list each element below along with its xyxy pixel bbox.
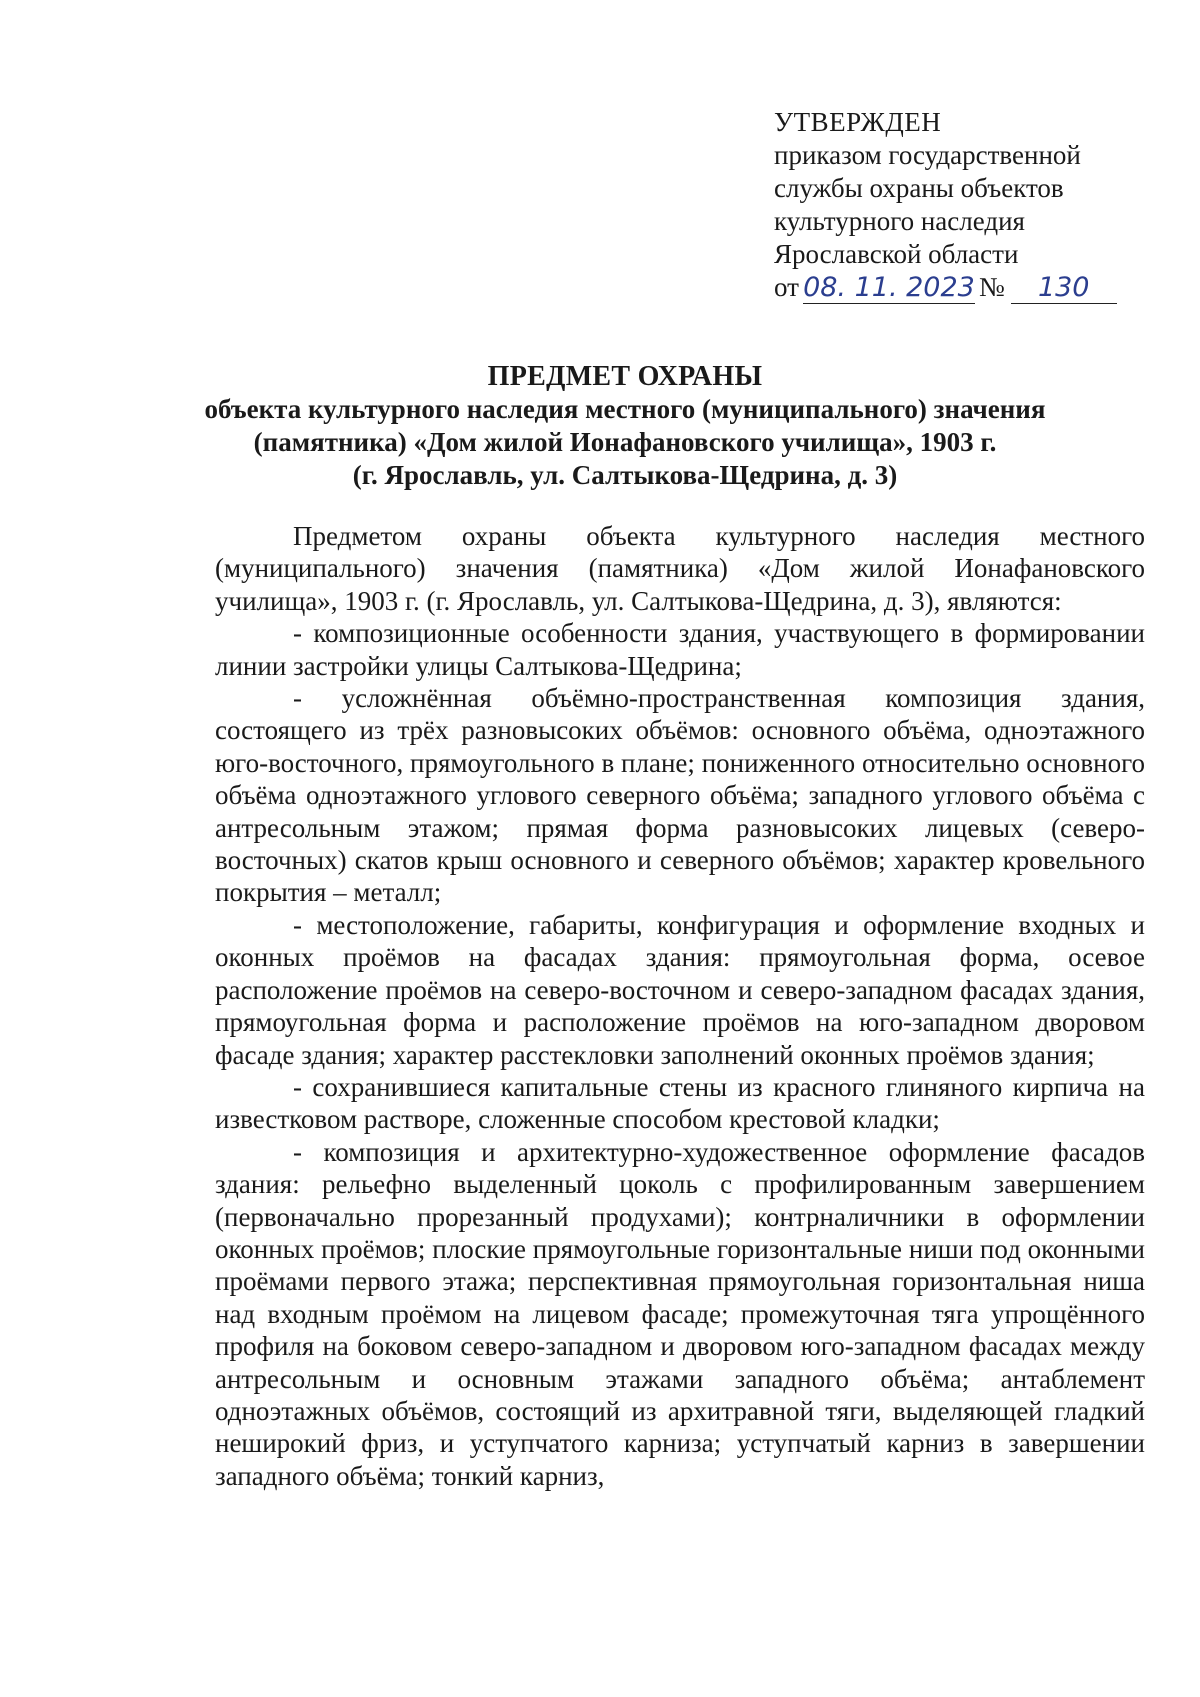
approval-line: службы охраны объектов <box>774 173 1064 203</box>
body-paragraph: - сохранившиеся капитальные стены из красного глиняного кирпича на известковом растворе, сложенные способом крестовой кладки; <box>215 1071 1145 1135</box>
approved-heading: УТВЕРЖДЕН <box>774 107 942 137</box>
body-paragraph: Предметом охраны объекта культурного наследия местного (муниципального) значения (памятника) «Дом жилой Ионафановского училища», 1903 г. (г. Ярославль, ул. Салтыкова-Щедрина, д. 3), являются: <box>215 521 1145 616</box>
approval-line: Ярославской области <box>774 239 1019 269</box>
document-title <box>160 360 1090 492</box>
order-number-handwritten: 130 <box>1037 272 1090 303</box>
order-number-field <box>1011 272 1117 304</box>
order-date-line <box>774 271 1154 304</box>
body-paragraph: - композиция и архитектурно-художественное оформление фасадов здания: рельефно выделенный цоколь с профилированным завершением (первоначально прорезанный продухами); контрналичники в оформлении оконных проёмов; плоские прямоугольные горизонтальные ниши под оконными проёмами первого этажа; перспективная прямоугольная горизонтальная ниша над входным проёмом на лицевом фасаде; промежуточная тяга упрощённого профиля на боковом северо-западном и дворовом юго-западном фасадах между антресольным и основным этажами западного объёма; антаблемент одноэтажных объёмов, состоящий из архитравной тяги, выделяющей гладкий неширокий фриз, и уступчатого карниза; уступчатый карниз в завершении западного объёма; тонкий карниз, <box>215 1136 1145 1491</box>
title-heading: ПРЕДМЕТ ОХРАНЫ <box>487 361 763 392</box>
order-date-field <box>803 272 975 304</box>
approval-line: культурного наследия <box>774 206 1025 236</box>
approval-line: приказом государственной <box>774 140 1081 170</box>
body-paragraph: - композиционные особенности здания, участвующего в формировании линии застройки улицы Салтыкова-Щедрина; <box>215 618 1145 681</box>
title-line: (памятника) «Дом жилой Ионафановского училища», 1903 г. <box>253 427 997 457</box>
document-body <box>215 520 1145 1492</box>
order-date-handwritten: 08. 11. 2023 <box>803 272 975 303</box>
body-paragraph: - местоположение, габариты, конфигурация и оформление входных и оконных проёмов на фасадах здания: прямоугольная форма, осевое расположение проёмов на северо-восточном и северо-западном фасадах здания, прямоугольная форма и расположение проёмов на юго-западном дворовом фасаде здания; характер расстекловки заполнений оконных проёмов здания; <box>215 909 1145 1070</box>
title-line: объекта культурного наследия местного (муниципального) значения <box>204 394 1046 424</box>
number-label: № <box>978 272 1005 302</box>
title-line: (г. Ярославль, ул. Салтыкова-Щедрина, д. 3) <box>352 460 898 490</box>
approval-block <box>774 106 1154 304</box>
date-prefix: от <box>774 272 799 302</box>
body-paragraph: - усложнённая объёмно-пространственная композиция здания, состоящего из трёх разновысоких объёмов: основного объёма, одноэтажного юго-восточного, прямоугольного в плане; пониженного относительно основного объёма одноэтажного углового северного объёма; западного углового объёма с антресольным этажом; прямая форма разновысоких лицевых (северо-восточных) скатов крыш основного и северного объёмов; характер кровельного покрытия – металл; <box>215 683 1145 908</box>
